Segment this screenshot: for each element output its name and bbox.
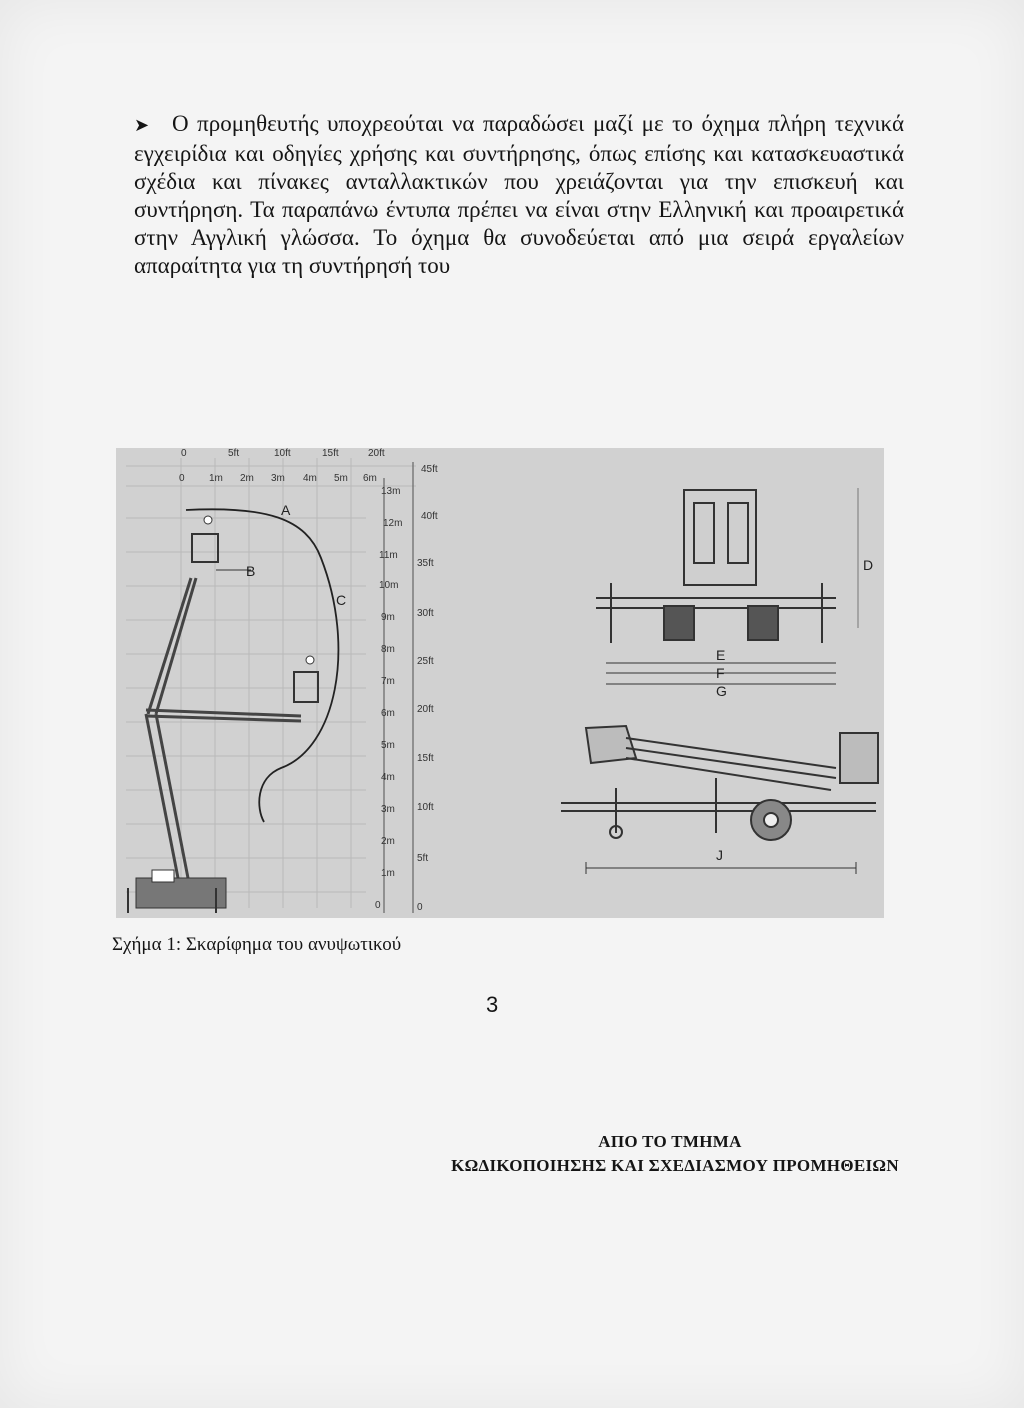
top-ft-2: 10ft xyxy=(274,448,291,459)
height-ft-40: 40ft xyxy=(421,511,438,522)
signature-line-2: ΚΩΔΙΚΟΠΟΙΗΣΗΣ ΚΑΙ ΣΧΕΔΙΑΣΜΟΥ ΠΡΟΜΗΘΕΙΩΝ xyxy=(451,1156,899,1175)
height-ft-30: 30ft xyxy=(417,608,434,619)
height-ft-35: 35ft xyxy=(417,558,434,569)
figure-caption: Σχήμα 1: Σκαρίφημα του ανυψωτικού xyxy=(112,934,402,955)
paragraph-text: Ο προμηθευτής υποχρεούται να παραδώσει μαζί με το όχημα πλήρη τεχνικά εγχειρίδια και οδηγίες χρήσης και συντήρησης, όπως επίσης και κατασκευαστικά σχέδια και πίνακες ανταλλακτικών που χρειάζονται για την επισκευή και συντήρηση. Τα παραπάνω έντυπα πρέπει να είναι στην Ελληνική και προαιρετικά στην Αγγλική γλώσσα. Το όχημα θα συνοδεύεται από μια σειρά εργαλείων απαραίτητα για τη συντήρησή του xyxy=(134,111,904,278)
top-m-3: 3m xyxy=(271,473,285,484)
label-c: C xyxy=(336,592,347,608)
label-e: E xyxy=(716,647,726,663)
height-m-0: 0 xyxy=(375,900,381,911)
height-ft-45: 45ft xyxy=(421,464,438,475)
label-b: B xyxy=(246,563,256,579)
label-j: J xyxy=(716,847,723,863)
height-m-3: 3m xyxy=(381,804,395,815)
height-m-10: 10m xyxy=(379,580,399,591)
top-m-0: 0 xyxy=(179,473,185,484)
height-m-13: 13m xyxy=(381,486,401,497)
page-number: 3 xyxy=(486,992,499,1017)
body-paragraph xyxy=(134,110,904,280)
height-ft-25: 25ft xyxy=(417,656,434,667)
lift-diagram xyxy=(116,448,884,918)
height-m-9: 9m xyxy=(381,612,395,623)
top-m-4: 4m xyxy=(303,473,317,484)
top-ft-3: 15ft xyxy=(322,448,339,459)
signature-line-1: ΑΠΟ ΤΟ ΤΜΗΜΑ xyxy=(598,1132,742,1151)
top-ft-4: 20ft xyxy=(368,448,385,459)
top-m-2: 2m xyxy=(240,473,254,484)
height-ft-0: 0 xyxy=(417,902,423,913)
top-ft-0: 0 xyxy=(181,448,187,459)
height-ft-5: 5ft xyxy=(417,853,429,864)
label-f: F xyxy=(716,665,725,681)
height-m-7: 7m xyxy=(381,676,395,687)
height-m-4: 4m xyxy=(381,772,395,783)
label-d: D xyxy=(863,557,874,573)
label-g: G xyxy=(716,683,727,699)
height-m-6: 6m xyxy=(381,708,395,719)
height-ft-10: 10ft xyxy=(417,802,434,813)
top-m-5: 5m xyxy=(334,473,348,484)
height-m-8: 8m xyxy=(381,644,395,655)
top-m-1: 1m xyxy=(209,473,223,484)
height-ft-15: 15ft xyxy=(417,753,434,764)
height-m-12: 12m xyxy=(383,518,403,529)
height-ft-20: 20ft xyxy=(417,704,434,715)
arrow-bullet-icon: ➤ xyxy=(134,115,150,136)
height-m-5: 5m xyxy=(381,740,395,751)
label-a: A xyxy=(281,502,291,518)
height-m-1: 1m xyxy=(381,868,395,879)
height-m-11: 11m xyxy=(379,550,398,561)
top-m-6: 6m xyxy=(363,473,377,484)
height-m-2: 2m xyxy=(381,836,395,847)
top-ft-1: 5ft xyxy=(228,448,240,459)
